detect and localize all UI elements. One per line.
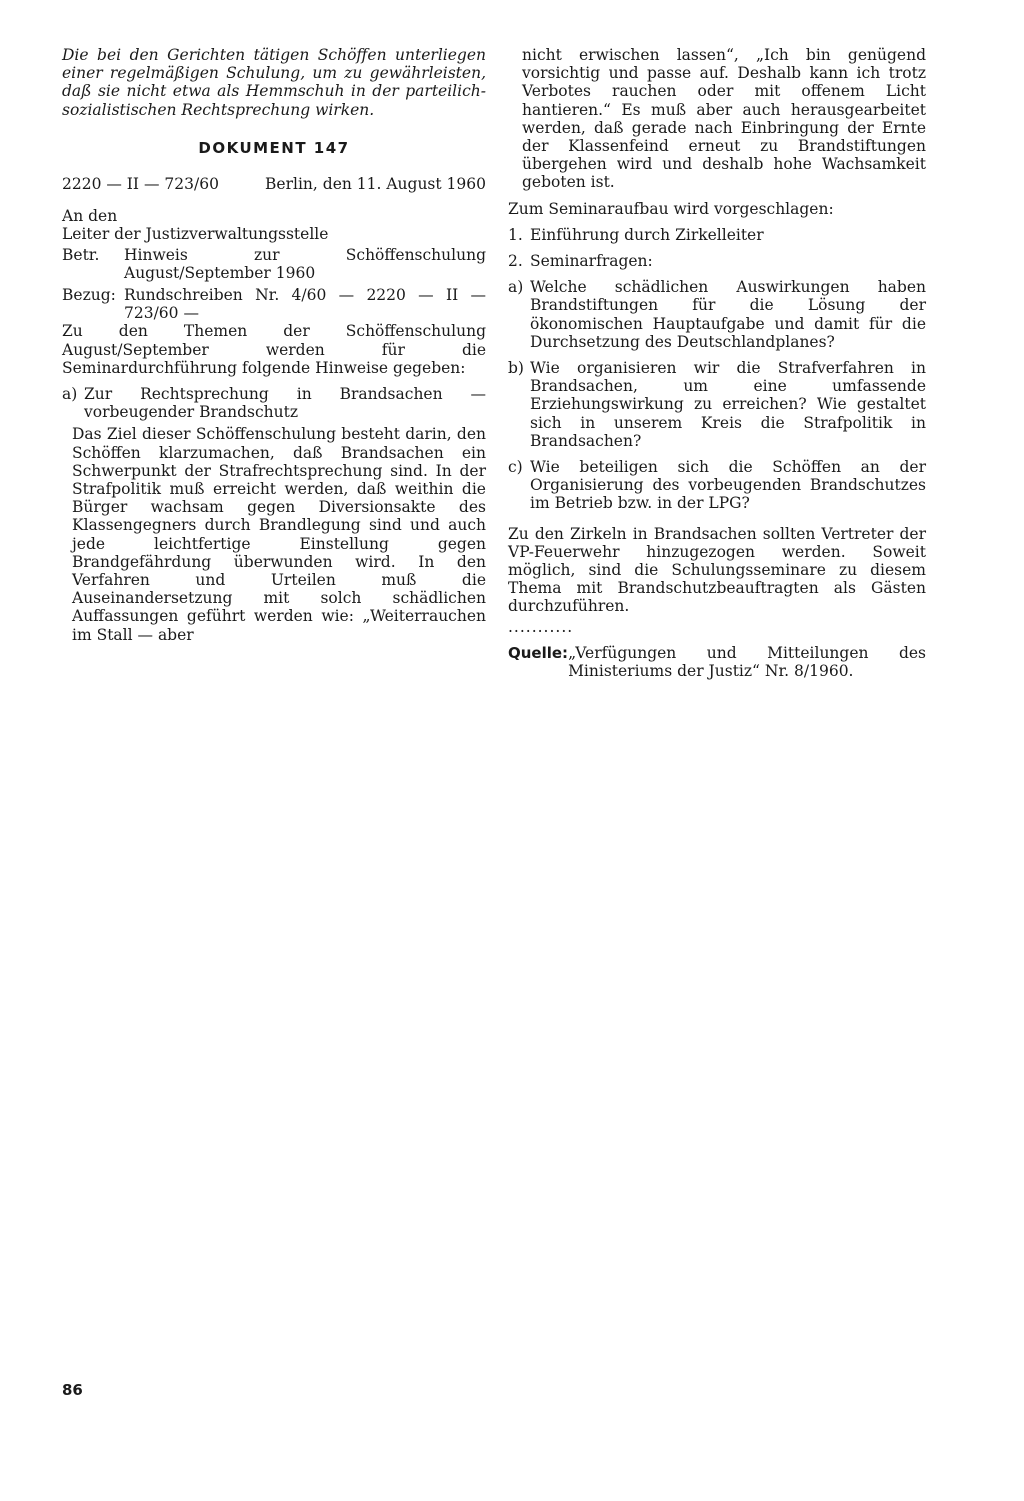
file-reference: 2220 — II — 723/60 xyxy=(62,175,219,194)
item-text: Seminarfragen: xyxy=(530,252,653,271)
item-text: Wie beteiligen sich die Schöffen an der Organisierung des vorbeugenden Brandschutzes im Betrieb bzw. in der LPG? xyxy=(530,458,926,513)
item-body: Das Ziel dieser Schöffenschulung besteht darin, den Schöffen klarzumachen, daß Brandsachen ein Schwerpunkt der Strafrechtsprechung sind. In der Strafpolitik muß erreicht werden, daß weithin die Bürger wachsam gegen Diversionsakte des Klassengegners durch Brandlegung sind und auch jede leichtfertige Einstellung gegen Brandgefährdung überwunden wird. In den Verfahren und Urteilen muß die Auseinandersetzung mit solch schädlichen Auffassungen geführt werden wie: „Weiterrauchen im Stall — aber xyxy=(72,425,486,644)
subject-row xyxy=(62,246,486,282)
reference-label: Bezug: xyxy=(62,286,116,305)
item-text: Welche schädlichen Auswirkungen haben Brandstiftungen für die Lösung der ökonomischen Hauptaufgabe und damit für die Durchsetzung des Deutschlandplanes? xyxy=(530,278,926,351)
reference-line xyxy=(62,175,486,193)
left-column xyxy=(62,46,486,644)
list-item xyxy=(508,226,926,244)
reference-row xyxy=(62,286,486,322)
addressee-line-1: An den xyxy=(62,207,118,226)
reference-continuation: Zu den Themen der Schöffenschulung August/September werden für die Seminardurchführung folgende Hinweise gegeben: xyxy=(62,322,486,377)
item-marker: b) xyxy=(508,359,524,378)
addressee-line-2: Leiter der Justizverwaltungsstelle xyxy=(62,225,329,244)
list-item xyxy=(508,252,926,270)
document-heading: DOKUMENT 147 xyxy=(198,138,350,157)
continuation-paragraph: nicht erwischen lassen“, „Ich bin genügend vorsichtig und passe auf. Deshalb kann ich trotz Verbotes rauchen oder mit offenem Licht hantieren.“ Es muß aber auch herausgearbeitet werden, daß gerade nach Einbringung der Ernte der Klassenfeind erneut zu Brandstiftungen übergehen wird und deshalb hohe Wachsamkeit geboten ist. xyxy=(522,46,926,192)
ellipsis-dots: ........... xyxy=(508,617,574,636)
closing-paragraph: Zu den Zirkeln in Brandsachen sollten Vertreter der VP-Feuerwehr hinzugezogen werden. Soweit möglich, sind die Schulungsseminare zu diesem Thema mit Brandschutzbeauftragten als Gästen durchzuführen. xyxy=(508,524,926,616)
item-marker: 1. xyxy=(508,225,523,244)
list-item xyxy=(508,359,926,450)
list-item xyxy=(508,458,926,513)
page-number: 86 xyxy=(62,1381,83,1399)
subject-label: Betr. xyxy=(62,245,100,264)
item-text: Wie organisieren wir die Strafverfahren in Brandsachen, um eine umfassende Erziehungswirkung zu erreichen? Wie gestaltet sich in unserem Kreis die Strafpolitik in Brandsachen? xyxy=(530,359,926,450)
reference-text: Rundschreiben Nr. 4/60 — 2220 — II — 723/60 — xyxy=(124,286,486,323)
right-column xyxy=(508,46,926,680)
item-title: Zur Rechtsprechung in Brandsachen — vorbeugender Brandschutz xyxy=(84,385,486,422)
source-row xyxy=(508,644,926,680)
item-text: Einführung durch Zirkelleiter xyxy=(530,225,764,244)
list-item xyxy=(62,385,486,421)
list-item xyxy=(508,278,926,351)
source-text: „Verfügungen und Mitteilungen des Ministeriums der Justiz“ Nr. 8/1960. xyxy=(568,643,926,681)
subject-text: Hinweis zur Schöffenschulung August/September 1960 xyxy=(124,245,486,282)
source-label: Quelle: xyxy=(508,643,569,662)
seminar-intro: Zum Seminaraufbau wird vorgeschlagen: xyxy=(508,199,834,218)
item-marker: a) xyxy=(508,278,524,297)
item-marker: a) xyxy=(62,385,78,404)
document-date: Berlin, den 11. August 1960 xyxy=(265,175,486,194)
item-marker: 2. xyxy=(508,252,523,271)
intro-paragraph: Die bei den Gerichten tätigen Schöffen unterliegen einer regelmäßigen Schulung, um zu gewährleisten, daß sie nicht etwa als Hemmschuh in der parteilich-sozialistischen Rechtsprechung wirken. xyxy=(62,46,486,119)
item-marker: c) xyxy=(508,458,523,477)
